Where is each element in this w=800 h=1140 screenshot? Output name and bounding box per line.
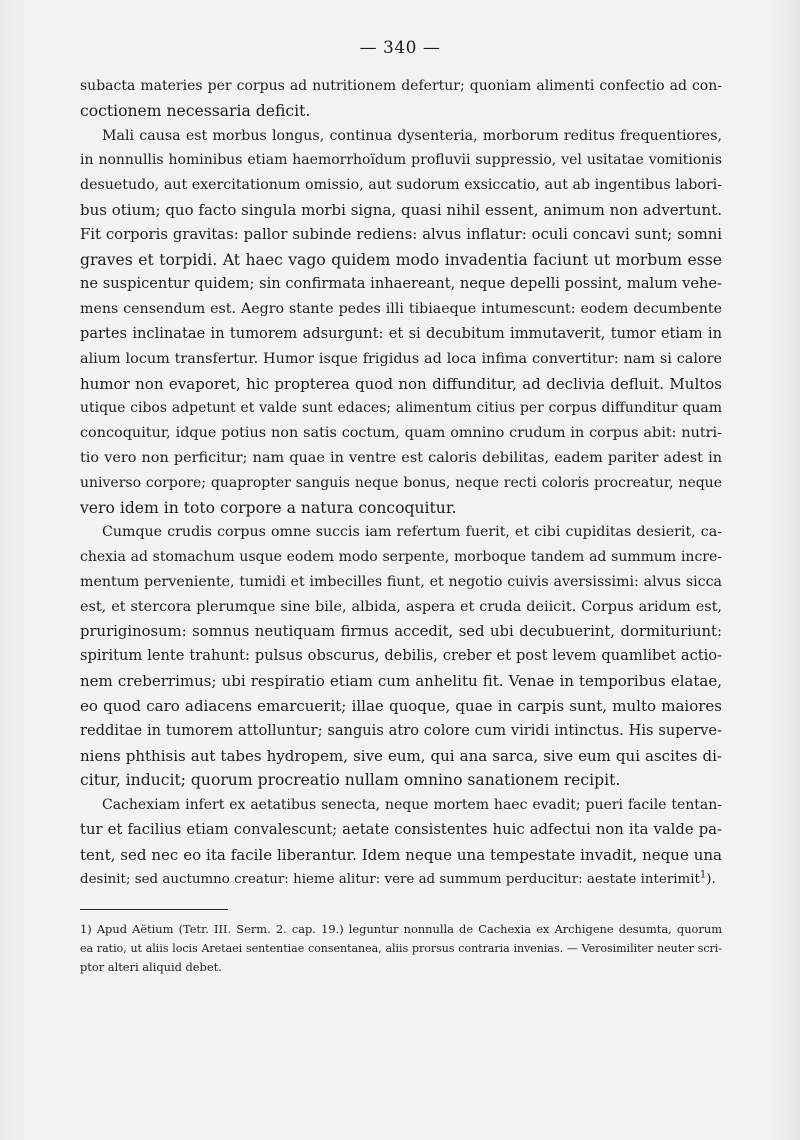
text-line: humor non evaporet, hic propterea quod non diffunditur, ad declivia defluit. Multos xyxy=(80,374,722,393)
text-line: spiritum lente trahunt: pulsus obscurus, debilis, creber et post levem quamlibet actio- xyxy=(80,647,722,665)
text-line: bus otium; quo facto singula morbi signa, quasi nihil essent, animum non advertunt. xyxy=(80,200,722,219)
text-line: coctionem necessaria deficit. xyxy=(80,101,311,120)
text-line: Fit corporis gravitas: pallor subinde rediens: alvus inflatur: oculi concavi sunt; somni xyxy=(80,225,722,243)
text-line: desinit; sed auctumno creatur: hieme alitur: vere ad summum perducitur: aestate interimit xyxy=(80,871,700,887)
footnote-reference[interactable]: 1 xyxy=(699,869,707,881)
text-line: eo quod caro adiacens emarcuerit; illae quoque, quae in carpis sunt, multo maiores xyxy=(80,696,722,715)
text-line: niens phthisis aut tabes hydropem, sive eum, qui ana sarca, sive eum qui ascites di- xyxy=(80,746,722,765)
text-line: nem creberrimus; ubi respiratio etiam cum anhelitu fit. Venae in temporibus elatae, xyxy=(80,672,722,691)
text-line: concoquitur, idque potius non satis coctum, quam omnino crudum in corpus abit: nutri- xyxy=(80,425,722,442)
text-line: Cachexiam infert ex aetatibus senecta, neque mortem haec evadit; pueri facile tentan- xyxy=(102,797,722,814)
text-line: ne suspicentur quidem; sin confirmata inhaereant, neque depelli possint, malum vehe- xyxy=(80,275,722,293)
text-line: chexia ad stomachum usque eodem modo serpente, morboque tandem ad summum incre- xyxy=(80,549,722,566)
footnote-block xyxy=(80,920,722,977)
footnote-line: ea ratio, ut aliis locis Aretaei sententiae consentanea, aliis prorsus contraria invenias. — Verosimiliter neuter scri- xyxy=(80,942,722,955)
text-line: graves et torpidi. At haec vago quidem modo invadentia faciunt ut morbum esse xyxy=(80,250,722,269)
page-number: — 340 — xyxy=(359,38,441,58)
text-line: alium locum transfertur. Humor isque frigidus ad loca infima convertitur: nam si calore xyxy=(80,350,722,367)
text-line: mens censendum est. Aegro stante pedes illi tibiaeque intumescunt: eodem decumbente xyxy=(80,301,722,318)
text-line: redditae in tumorem attolluntur; sanguis atro colore cum viridi intinctus. His superve- xyxy=(80,721,722,739)
text-line: tio vero non perficitur; nam quae in ventre est caloris debilitas, eadem pariter adest in xyxy=(80,449,722,466)
text-line: pruriginosum: somnus neutiquam firmus accedit, sed ubi decubuerint, dormituriunt: xyxy=(80,622,722,640)
text-line: utique cibos adpetunt et valde sunt edaces; alimentum citius per corpus diffunditur quam xyxy=(80,400,722,417)
text-line: in nonnullis hominibus etiam haemorrhoïdum profluvii suppressio, vel usitatae vomitionis xyxy=(80,152,722,169)
main-text xyxy=(80,74,722,892)
text-line: vero idem in toto corpore a natura concoquitur. xyxy=(80,498,457,517)
paragraph-1 xyxy=(80,74,722,124)
footnote-line: 1) Apud Aëtium (Tetr. III. Serm. 2. cap. 19.) leguntur nonnulla de Cachexia ex Archigene desumta, quorum xyxy=(80,922,722,936)
paragraph-3 xyxy=(80,520,722,793)
text-line: est, et stercora plerumque sine bile, albida, aspera et cruda deiicit. Corpus aridum est, xyxy=(80,598,722,615)
footnote-divider xyxy=(80,909,228,910)
text-line-final: desinit; sed auctumno creatur: hieme alitur: vere ad summum perducitur: aestate interimit$^1$). xyxy=(80,869,716,887)
text-line: Mali causa est morbus longus, continua dysenteria, morborum reditus frequentiores, xyxy=(102,127,722,144)
text-line: universo corpore; quapropter sanguis neque bonus, neque recti coloris procreatur, neque xyxy=(80,474,722,491)
text-line: Cumque crudis corpus omne succis iam refertum fuerit, et cibi cupiditas desierit, ca- xyxy=(102,524,722,541)
footnote-line: ptor alteri aliquid debet. xyxy=(80,960,222,974)
paragraph-4 xyxy=(80,793,722,892)
text-line: subacta materies per corpus ad nutritionem defertur; quoniam alimenti confectio ad con- xyxy=(80,78,722,94)
text-line: mentum perveniente, tumidi et imbecilles fiunt, et negotio cuivis aversissimi: alvus sicca xyxy=(80,573,722,590)
text-line: citur, inducit; quorum procreatio nullam omnino sanationem recipit. xyxy=(80,771,621,790)
text-line: tur et facilius etiam convalescunt; aetate consistentes huic adfectui non ita valde pa- xyxy=(80,820,722,838)
text-line: tent, sed nec eo ita facile liberantur. Idem neque una tempestate invadit, neque una xyxy=(80,845,722,864)
text-line: partes inclinatae in tumorem adsurgunt: et si decubitum immutaverit, tumor etiam in xyxy=(80,324,722,342)
text-line: desuetudo, aut exercitationum omissio, aut sudorum exsiccatio, aut ab ingentibus labori- xyxy=(80,177,722,194)
paragraph-2 xyxy=(80,124,722,521)
